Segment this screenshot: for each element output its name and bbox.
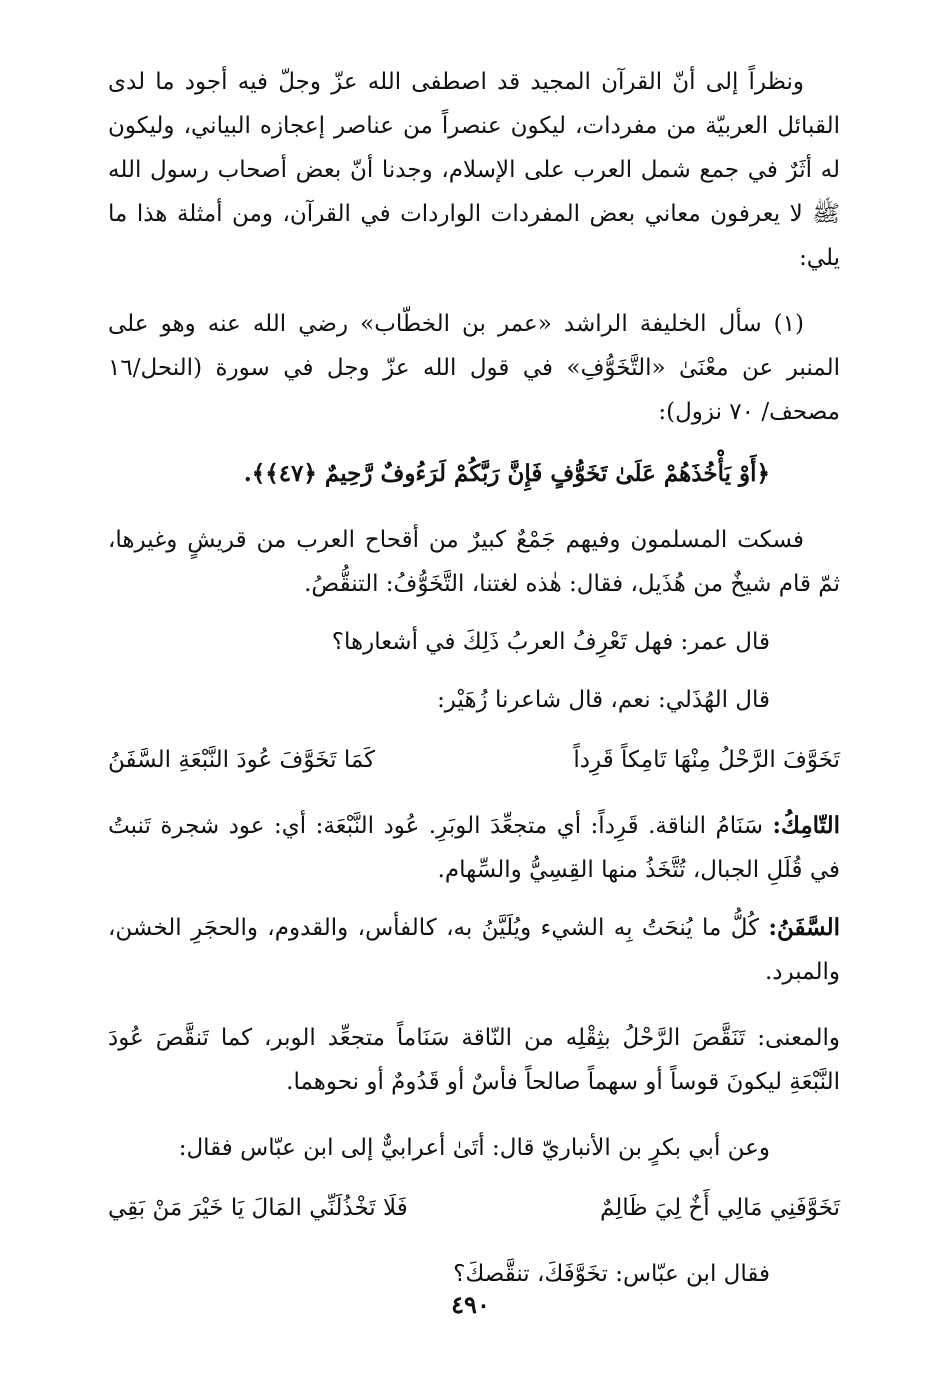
intro-line-5: هذا ما يلي: (108, 201, 840, 271)
tamik-line-1: سَنَامُ الناقة. قَرِداً: أي متجعِّدَ الوبَرِ. عُود النَّبْعَة: أي: عود شجرة (160, 813, 763, 839)
silence-line-2: ثمّ قام شيخٌ من هُذَيل، فقال: هٰذه لغتنا، التَّخَوُّفُ: التنقُّصُ. (304, 571, 840, 597)
item-1-paragraph (108, 302, 840, 434)
intro-line-3: أثَرٌ في جمع شمل العرب على الإسلام، وجدنا أنّ بعض أصحاب (217, 157, 813, 183)
item-1-line-1: (١) سأل الخليفة الراشد «عمر بن الخطّاب» رضي الله عنه وهو على (108, 311, 804, 337)
zuhair-verse (108, 738, 840, 782)
tamik-definition (108, 804, 840, 892)
intro-paragraph (108, 60, 840, 280)
hudhali-answer: قال الهُذَلي: نعم، قال شاعرنا زُهَيْر: (437, 687, 770, 713)
silence-paragraph (108, 518, 840, 606)
quran-verse: ﴿أَوْ يَأْخُذَهُمْ عَلَىٰ تَخَوُّفٍ فَإِنَّ رَبَّكُمْ لَرَءُوفٌ رَّحِيمٌ ﴿٤٧﴾﴾. (243, 460, 770, 487)
intro-line-2: القبائل العربيّة من مفردات، ليكون عنصراً من عناصر إعجازه البياني، وليكون له (108, 113, 840, 183)
safan-line-1: كُلُّ ما يُنحَتُ بِه الشيء ويُلَيَّنُ به، كالفأس، والقدوم، والحجَرِ (191, 915, 760, 941)
meaning-paragraph (108, 1016, 840, 1104)
tamik-term: التّامِكُ: (772, 812, 841, 839)
safan-term: السَّفَنُ: (768, 914, 841, 941)
tamik-line-2: تَنبتُ في قُلَلِ الجبال، تُتَّخَذُ منها القِسِيُّ والسِّهام. (108, 813, 840, 883)
item-1-line-3: مصحف/ ٧٠ نزول): (658, 399, 840, 425)
safan-line-2: الخشن، والمبرد. (108, 915, 840, 985)
item-1-line-2: المنبر عن معْنَىٰ «التَّخَوُّفِ» في قول الله عزّ وجل في سورة (النحل/١٦ (108, 355, 840, 381)
bedouin-verse (108, 1186, 840, 1230)
book-page (108, 60, 840, 1360)
intro-line-4: رسول الله ﷺ لا يعرفون معاني بعض المفردات الواردات في القرآن، ومن أمثلة (108, 157, 841, 227)
bedouin-hemistich-1: تَخَوَّفَنِي مَالِي أَخٌ لِيَ ظَالِمٌ (599, 1195, 840, 1221)
intro-line-1: ونظراً إلى أنّ القرآن المجيد قد اصطفى الله عزّ وجلّ فيه أجود ما لدى (108, 69, 804, 95)
ibn-abbas-reply: فقال ابن عبّاس: تخَوَّفَكَ، تنقَّصكَ؟ (453, 1261, 770, 1287)
bedouin-hemistich-2: فَلَا تَخْذُلَنِّي المَالَ يَا خَيْرَ مَنْ بَقِي (108, 1195, 408, 1221)
umar-question: قال عمر: فهل تَعْرِفُ العربُ ذَلِكَ في أشعارها؟ (331, 629, 770, 655)
safan-definition (108, 906, 840, 994)
zuhair-hemistich-2: كَمَا تَخَوَّفَ عُودَ النَّبْعَةِ السَّفَنُ (108, 747, 376, 773)
page-number: ٤٩٠ (451, 1290, 490, 1319)
meaning-line-1: والمعنى: تَنَقَّصَ الرَّحْلُ بثِقْلِه من النّاقة سَنَاماً متجعِّد الوبر، كما تَنقَّصَ (155, 1025, 840, 1051)
silence-line-1: فسكت المسلمون وفيهم جَمْعٌ كبيرٌ من أقحاح العرب من قريشٍ وغيرها، (108, 527, 804, 553)
zuhair-hemistich-1: تَخَوَّفَ الرَّحْلُ مِنْهَا تَامِكاً قَرِداً (573, 747, 840, 773)
anbari-narration: وعن أبي بكرٍ بن الأنباريّ قال: أتَىٰ أعرابيٌّ إلى ابن عبّاس فقال: (178, 1135, 770, 1161)
meaning-line-2: عُودَ النَّبْعَةِ ليكونَ قوساً أو سهماً صالحاً فأسٌ أو قَدُومٌ أو نحوهما. (108, 1025, 840, 1095)
